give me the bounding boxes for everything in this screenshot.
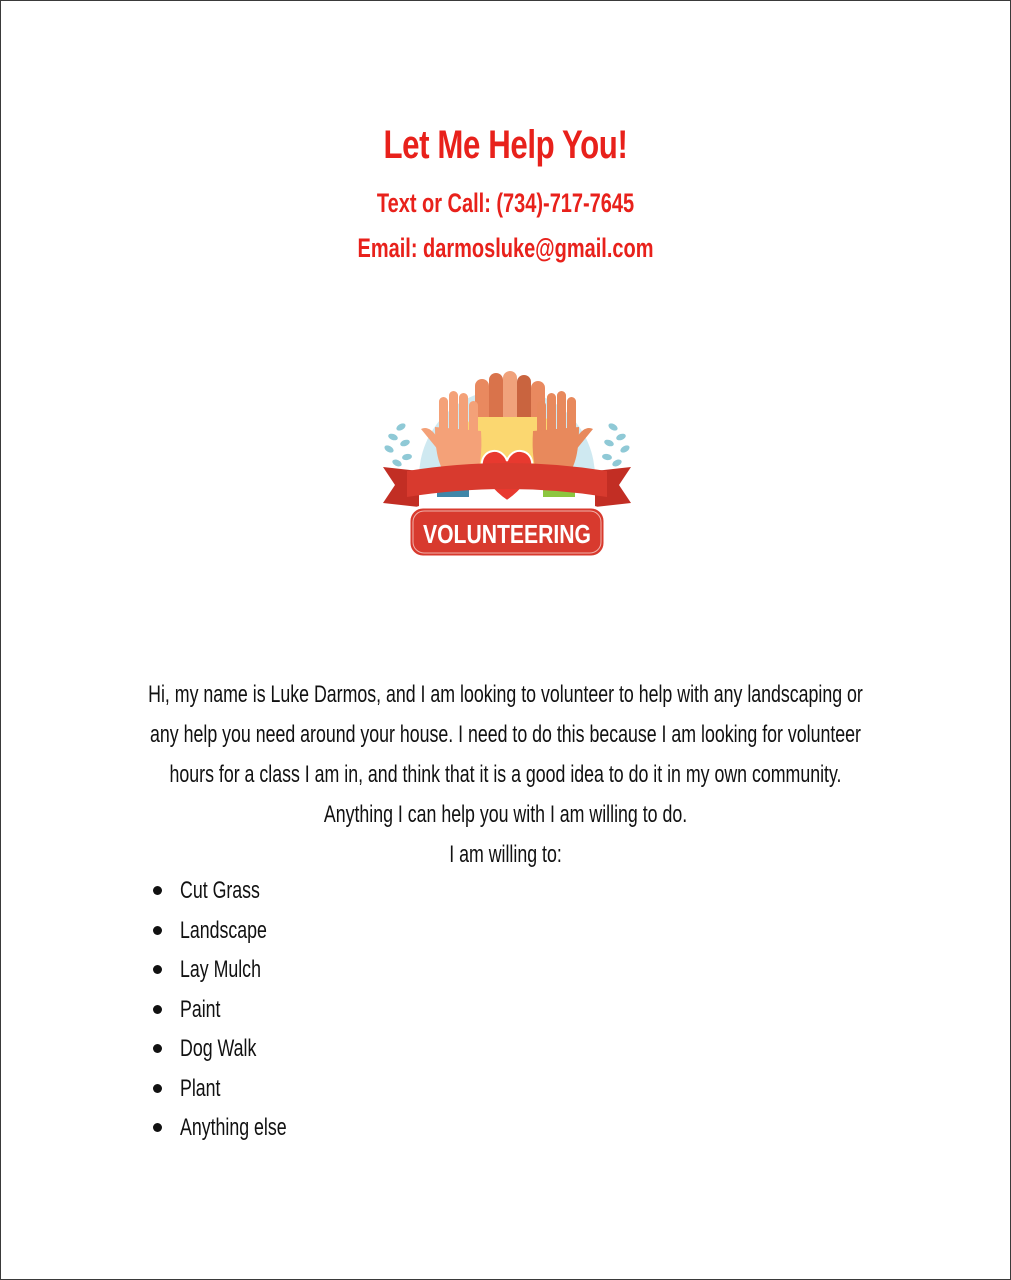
list-item — [143, 990, 324, 1030]
list-item — [143, 1069, 324, 1109]
list-item-label: Cut Grass — [180, 877, 260, 904]
list-item-label: Landscape — [180, 916, 267, 944]
list-item-label: Lay Mulch — [180, 956, 261, 983]
phone-contact: Text or Call: (734)-717-7645 — [376, 188, 635, 218]
bullet-icon — [153, 886, 162, 895]
intro-line: Hi, my name is Luke Darmos, and I am looking to volunteer to help with any landscaping or — [148, 681, 863, 708]
leaves-left-icon — [383, 422, 412, 468]
list-item — [143, 911, 324, 951]
bullet-icon — [153, 926, 162, 935]
intro-line: Anything I can help you with I am willing to do. — [323, 801, 688, 828]
list-item-label: Dog Walk — [180, 1035, 257, 1062]
list-item-label: Plant — [180, 1074, 221, 1102]
intro-line: hours for a class I am in, and think that it is a good idea to do it in my own community. — [169, 761, 842, 788]
list-item — [143, 950, 324, 990]
intro-line: any help you need around your house. I need to do this because I am looking for volunteer — [150, 721, 861, 748]
list-item — [143, 871, 324, 911]
intro-paragraph — [1, 675, 1010, 875]
bullet-icon — [153, 965, 162, 974]
list-item-label: Anything else — [180, 1114, 287, 1141]
logo-text: VOLUNTEERING — [423, 519, 591, 549]
email-contact: Email: darmosluke@gmail.com — [357, 233, 654, 263]
willing-to-heading: I am willing to: — [449, 841, 562, 868]
bullet-icon — [153, 1005, 162, 1014]
list-item — [143, 1029, 324, 1069]
bullet-icon — [153, 1123, 162, 1132]
bullet-icon — [153, 1044, 162, 1053]
volunteering-logo — [379, 367, 635, 561]
list-item — [143, 1108, 324, 1148]
leaves-right-icon — [602, 422, 631, 468]
task-list — [143, 871, 324, 1148]
bullet-icon — [153, 1084, 162, 1093]
list-item-label: Paint — [180, 995, 221, 1023]
flyer-title: Let Me Help You! — [383, 123, 628, 167]
